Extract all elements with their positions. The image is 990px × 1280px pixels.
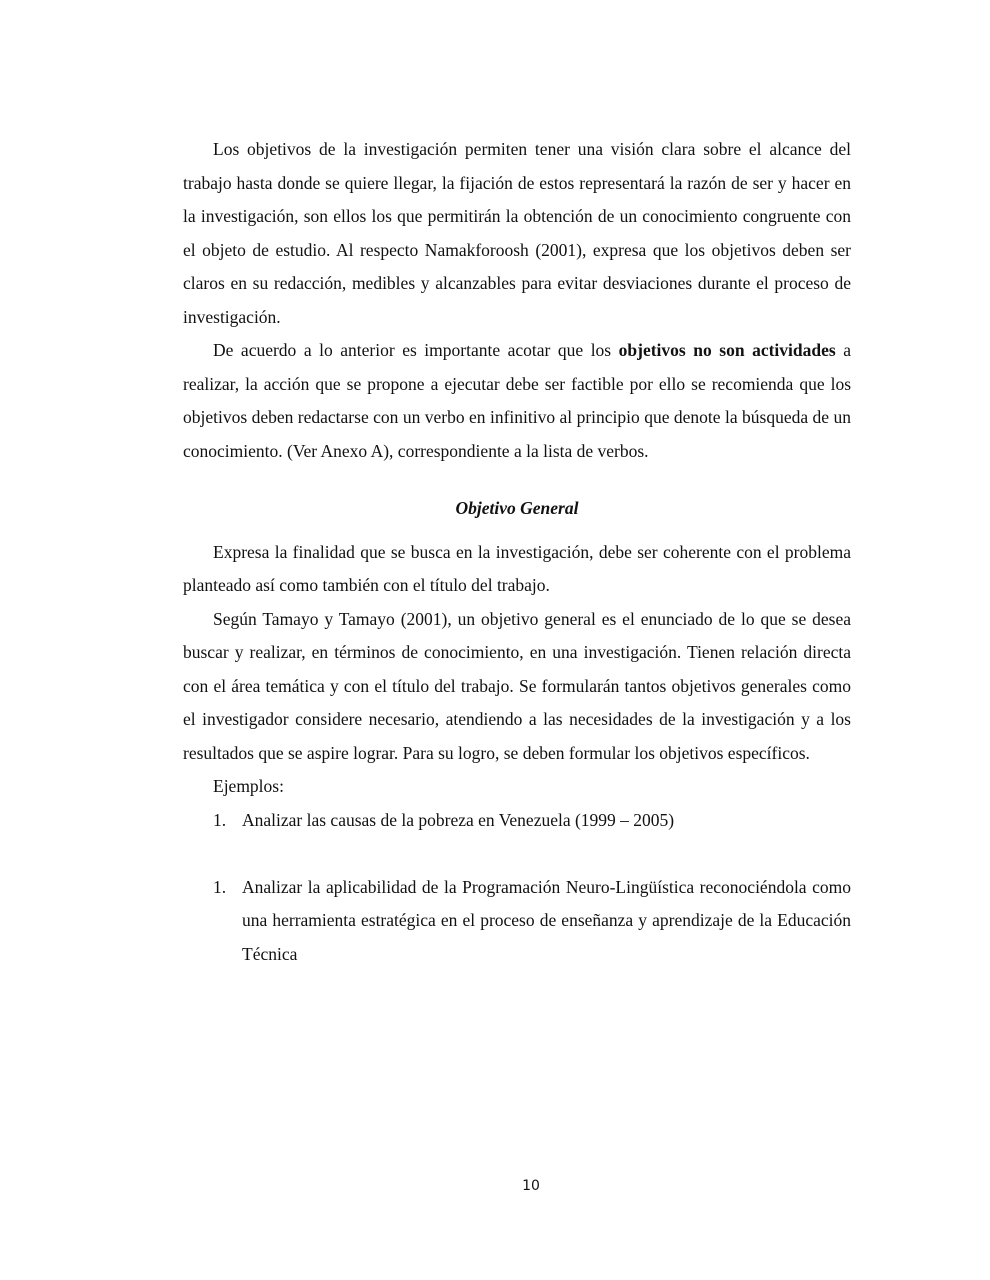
list-item [183,804,851,838]
list-item-text: Analizar las causas de la pobreza en Venezuela (1999 – 2005) [242,809,675,830]
paragraph-text: De acuerdo a lo anterior es importante acotar que los [213,340,619,360]
paragraph-text: a realizar, la acción que se propone a ejecutar debe ser factible por ello se recomienda que los objetivos deben redactarse con un verbo en infinitivo al principio que denote la búsqueda de un conocimiento. (Ver Anexo A), correspondiente a la lista de verbos. [183,340,851,461]
list-item-text: Analizar la aplicabilidad de la Programación Neuro-Lingüística reconociéndola como una herramienta estratégica en el proceso de enseñanza y aprendizaje de la Educación Técnica [242,876,851,964]
list-item [183,871,851,972]
list-item-number: 1. [213,876,227,897]
section-heading-objetivo-general: Objetivo General [455,498,579,518]
page-number: 10 [522,1178,540,1194]
spacer [183,837,851,871]
paragraph-finalidad: Expresa la finalidad que se busca en la investigación, debe ser coherente con el problema planteado así como también con el título del trabajo. [183,541,851,595]
paragraph-objetivos-no-actividades [183,334,851,468]
paragraph-tamayo: Según Tamayo y Tamayo (2001), un objetivo general es el enunciado de lo que se desea buscar y realizar, en términos de conocimiento, en una investigación. Tienen relación directa con el área temática y con el título del trabajo. Se formularán tantos objetivos generales como el investigador considere necesario, atendiendo a las necesidades de la investigación y a los resultados que se aspire lograr. Para su logro, se deben formular los objetivos específicos. [183,608,851,763]
page-body [183,133,851,971]
paragraph-objetivos-intro: Los objetivos de la investigación permiten tener una visión clara sobre el alcance del trabajo hasta donde se quiere llegar, la fijación de estos representará la razón de ser y hacer en la investigación, son ellos los que permitirán la obtención de un conocimiento congruente con el objeto de estudio. Al respecto Namakforoosh (2001), expresa que los objetivos deben ser claros en su redacción, medibles y alcanzables para evitar desviaciones durante el proceso de investigación. [183,139,851,327]
list-item-number: 1. [213,809,227,830]
bold-emphasis: objetivos no son actividades [618,340,836,360]
examples-label: Ejemplos: [213,776,284,796]
